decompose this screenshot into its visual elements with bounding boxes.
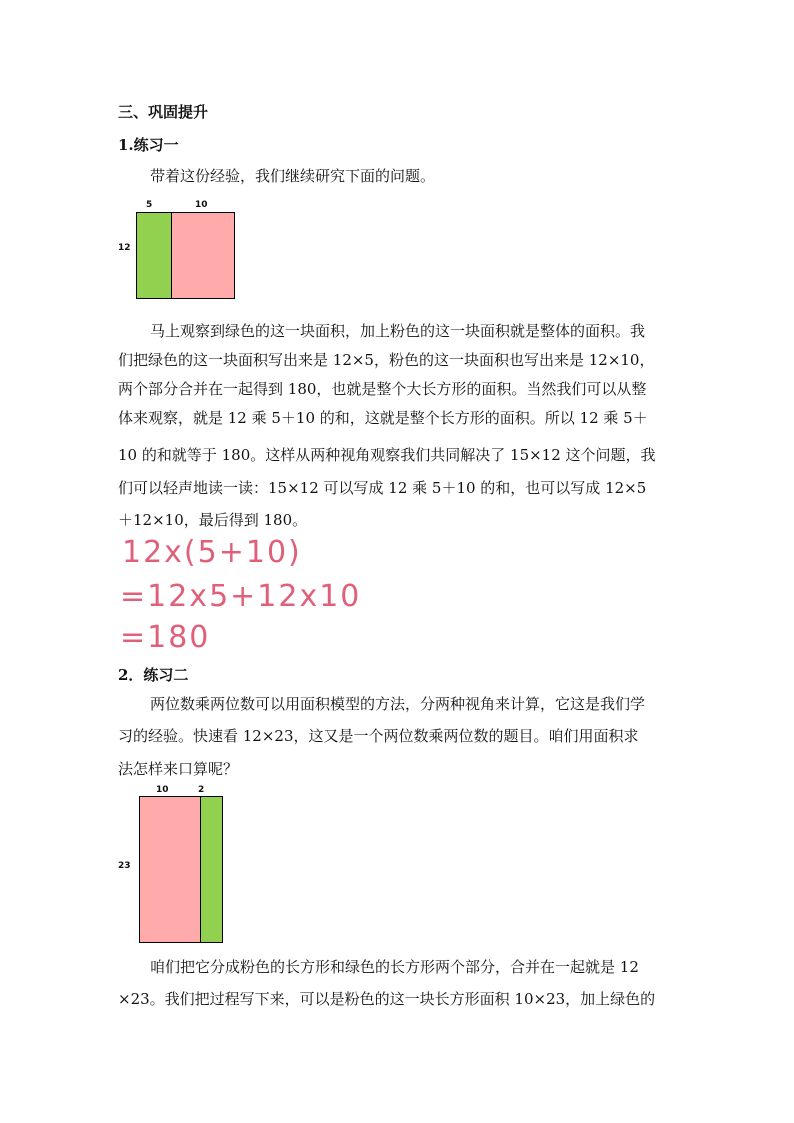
diagram1-label-10: 10 (195, 200, 208, 210)
diagram1-label-5: 5 (146, 200, 153, 210)
handwriting-line-3: =180 (120, 620, 211, 655)
exercise1-para-line-1: 马上观察到绿色的这一块面积，加上粉色的这一块面积就是整体的面积。我 (150, 322, 646, 340)
handwriting-line-2: =12x5+12x10 (120, 579, 362, 614)
exercise1-para-line-4: 体来观察，就是 12 乘 5＋10 的和，这就是整个长方形的面积。所以 12 乘 5＋ (118, 409, 648, 427)
exercise1-para-line-3: 两个部分合并在一起得到 180，也就是整个大长方形的面积。当然我们可以从整 (118, 380, 647, 398)
exercise1-para-line-5: 10 的和就等于 180。这样从两种视角观察我们共同解决了 15×12 这个问题，我 (118, 446, 656, 464)
exercise2-after-line-2: ×23。我们把过程写下来，可以是粉色的这一块长方形面积 10×23，加上绿色的 (118, 990, 656, 1008)
exercise1-intro: 带着这份经验，我们继续研究下面的问题。 (150, 167, 436, 185)
exercise2-para-line-2: 习的经验。快速看 12×23，这又是一个两位数乘两位数的题目。咱们用面积求 (118, 727, 639, 745)
diagram2-label-2: 2 (198, 785, 205, 795)
diagram2-pink-rect (139, 796, 201, 943)
section-title: 三、巩固提升 (118, 103, 209, 121)
exercise2-para-line-3: 法怎样来口算呢？ (118, 760, 239, 778)
exercise1-para-line-6: 们可以轻声地读一读：15×12 可以写成 12 乘 5＋10 的和，也可以写成 12×5 (118, 479, 647, 497)
exercise2-after-line-1: 咱们把它分成粉色的长方形和绿色的长方形两个部分，合并在一起就是 12 (150, 958, 639, 976)
exercise1-title: 1.练习一 (118, 136, 179, 154)
handwriting-line-1: 12x(5+10) (122, 535, 302, 570)
diagram1-pink-rect (171, 212, 235, 299)
diagram2-label-23: 23 (118, 861, 131, 871)
diagram2-label-10: 10 (156, 785, 169, 795)
diagram2-green-rect (200, 796, 223, 943)
exercise2-area-diagram (116, 783, 236, 945)
exercise1-para-line-2: 们把绿色的这一块面积写出来是 12×5，粉色的这一块面积也写出来是 12×10， (118, 351, 655, 369)
exercise2-title: 2．练习二 (118, 666, 189, 684)
exercise1-area-diagram (116, 198, 246, 302)
exercise1-para-line-7: ＋12×10，最后得到 180。 (118, 511, 308, 529)
diagram1-label-12: 12 (118, 243, 131, 253)
exercise2-para-line-1: 两位数乘两位数可以用面积模型的方法，分两种视角来计算，它这是我们学 (150, 695, 646, 713)
diagram1-green-rect (136, 212, 172, 299)
